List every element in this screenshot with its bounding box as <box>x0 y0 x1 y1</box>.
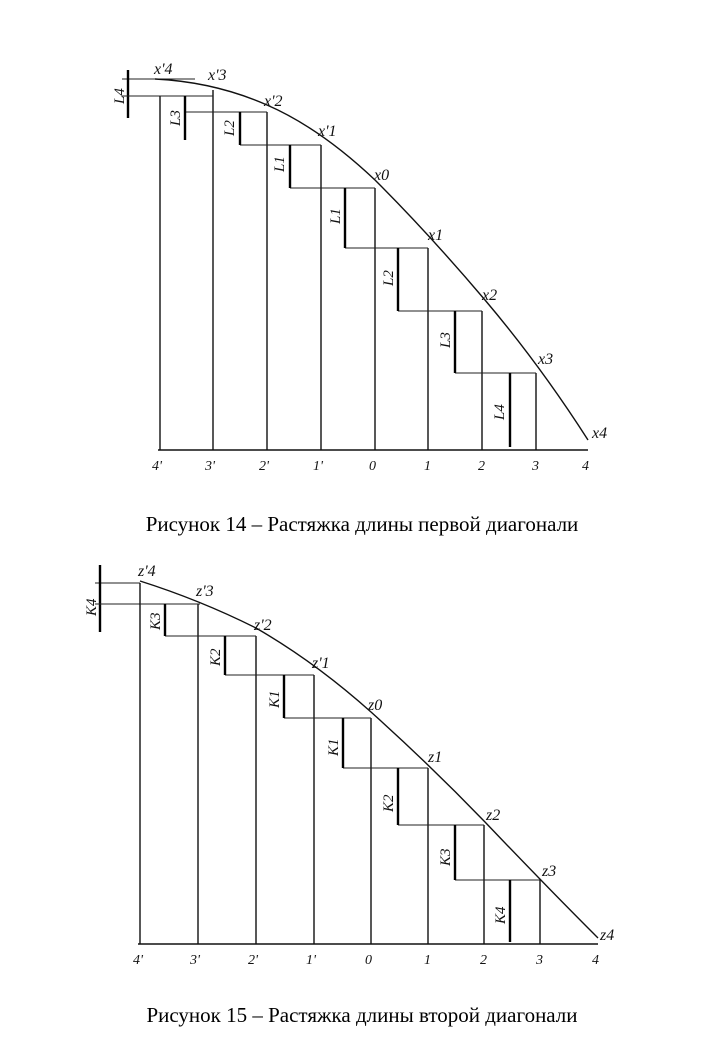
fig14-segment-label: L4 <box>112 88 128 104</box>
fig15-segment-label: K3 <box>438 848 454 866</box>
fig14-segment-label: L4 <box>492 404 508 420</box>
fig15-segment-label: K4 <box>493 906 509 924</box>
fig15-curve-label: z3 <box>542 863 557 880</box>
fig15-curve-label: z'4 <box>138 563 156 580</box>
fig15-axis-label: 0 <box>365 953 372 968</box>
fig14-axis-label: 2' <box>259 459 269 474</box>
fig15-segment-label: K1 <box>326 738 342 756</box>
figure-15-caption: Рисунок 15 – Растяжка длины второй диагонали <box>146 1003 578 1027</box>
fig15-curve-label: z4 <box>600 927 615 944</box>
figure-14 <box>112 61 607 474</box>
fig14-axis-label: 3' <box>205 459 215 474</box>
fig14-curve-label: x'3 <box>208 67 227 84</box>
fig15-curve-label: z0 <box>368 697 383 714</box>
fig14-curve-label: x2 <box>482 287 498 304</box>
fig14-axis-label: 4 <box>582 459 589 474</box>
fig14-segment-label: L3 <box>168 110 184 126</box>
fig15-axis-label: 3 <box>536 953 543 968</box>
fig14-segment-label: L1 <box>272 156 288 172</box>
fig14-curve-label: x0 <box>374 167 390 184</box>
fig14-curve-label: x3 <box>538 351 554 368</box>
fig14-segment-label: L1 <box>328 208 344 224</box>
fig15-segment-label: K2 <box>381 794 397 812</box>
fig15-axis-label: 4' <box>133 953 143 968</box>
fig14-segment-label: L2 <box>381 270 397 286</box>
fig15-curve-label: z'2 <box>254 617 272 634</box>
fig15-curve <box>140 581 598 938</box>
fig14-segment-label: L3 <box>438 332 454 348</box>
fig14-curve-label: x'2 <box>264 93 283 110</box>
fig15-axis-label: 3' <box>190 953 200 968</box>
fig14-axis-label: 3 <box>532 459 539 474</box>
fig14-curve-label: x'4 <box>154 61 173 78</box>
fig14-axis-label: 0 <box>369 459 376 474</box>
fig15-curve-label: z'1 <box>312 655 330 672</box>
fig15-segment-label: K3 <box>148 612 164 630</box>
fig14-axis-label: 2 <box>478 459 485 474</box>
fig14-curve-label: x'1 <box>318 123 337 140</box>
fig14-segment-label: L2 <box>222 120 238 136</box>
fig14-curve-label: x1 <box>428 227 444 244</box>
fig14-curve <box>155 79 588 440</box>
fig14-axis-label: 1' <box>313 459 323 474</box>
fig15-axis-label: 2' <box>248 953 258 968</box>
fig14-curve-label: x4 <box>592 425 608 442</box>
fig15-segment-label: K4 <box>84 598 100 616</box>
fig15-axis-label: 1 <box>424 953 431 968</box>
fig15-segment-label: K2 <box>208 648 224 666</box>
fig15-curve-label: z2 <box>486 807 501 824</box>
fig15-curve-label: z1 <box>428 749 443 766</box>
fig15-segment-label: K1 <box>267 690 283 708</box>
figure-15 <box>84 563 614 968</box>
fig15-curve-label: z'3 <box>196 583 214 600</box>
fig14-axis-label: 1 <box>424 459 431 474</box>
fig15-axis-label: 4 <box>592 953 599 968</box>
figure-14-caption: Рисунок 14 – Растяжка длины первой диагонали <box>145 512 579 536</box>
fig15-axis-label: 2 <box>480 953 487 968</box>
fig14-axis-label: 4' <box>152 459 162 474</box>
fig15-axis-label: 1' <box>306 953 316 968</box>
